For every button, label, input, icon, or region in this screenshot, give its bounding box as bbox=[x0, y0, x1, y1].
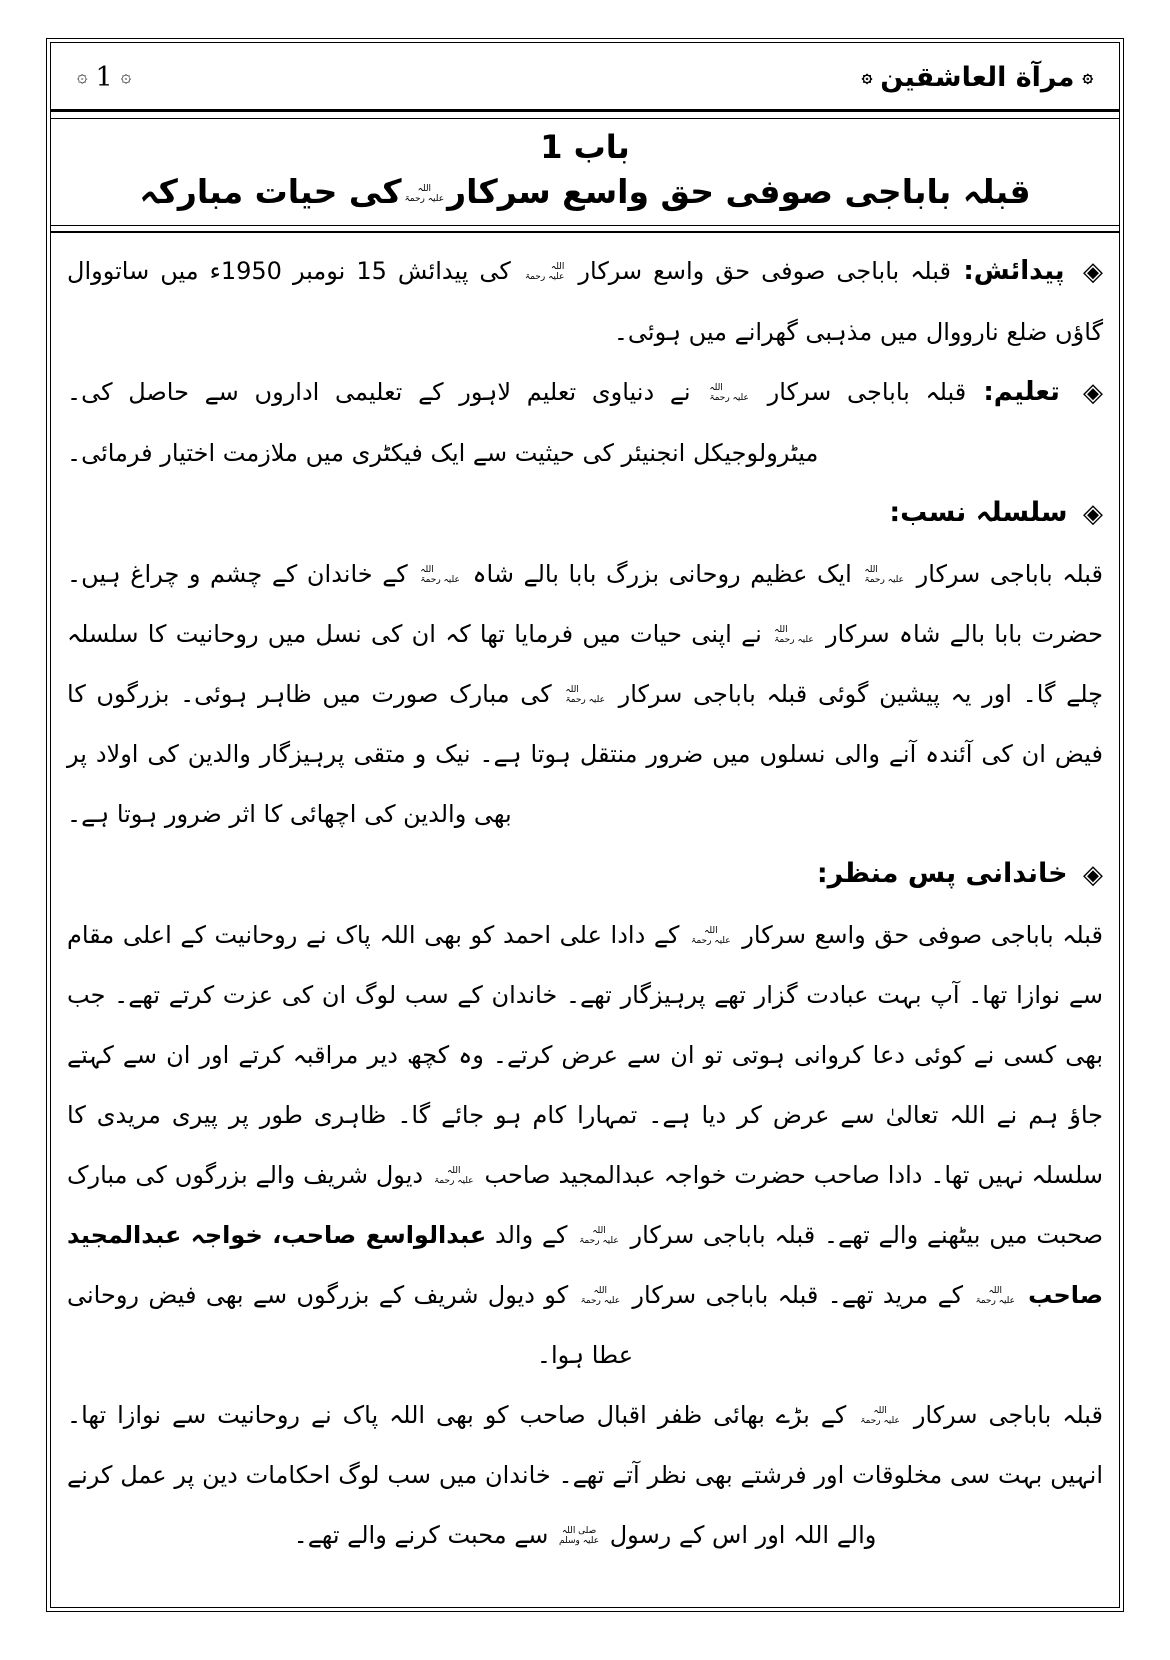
diamond-bullet-icon: ◈ bbox=[1083, 860, 1103, 890]
body-text: کی پیدائش 15 نومبر 1950ء میں ساتووال گاؤں ضلع نارووال میں مذہبی گھرانے میں ہوئی۔ bbox=[67, 257, 1103, 346]
chapter-divider bbox=[51, 225, 1119, 233]
body-text: کے دادا علی احمد کو بھی اللہ پاک نے روحانیت کے اعلی مقام سے نوازا تھا۔ آپ بہت عبادت گزار تھے پرہیزگار تھے۔ خاندان کے سب لوگ ان کی عزت کرتے تھے۔ جب بھی کسی نے کوئی دعا کروانی ہوتی تو ان سے عرض کرتے۔ وہ کچھ دیر مراقبہ کرتے اور ان سے کہتے جاؤ ہم نے اللہ تعالیٰ سے عرض کر دیا ہے۔ تمہارا کام ہو جائے گا۔ ظاہری طور پر پیری مریدی کا سلسلہ نہیں تھا۔ دادا صاحب حضرت خواجہ عبدالمجید صاحب bbox=[67, 921, 1103, 1189]
paragraph bbox=[67, 1385, 1103, 1565]
honorific-mark: اللہ علیہ رحمۃ bbox=[709, 383, 749, 403]
body-text: دیول شریف والے بزرگوں کی مبارک صحبت میں بیٹھنے والے تھے۔ قبلہ باباجی سرکار bbox=[67, 1161, 1103, 1249]
flower-ornament-icon: ۞ bbox=[1082, 66, 1093, 87]
header-divider bbox=[51, 109, 1119, 119]
bold-name: عبدالواسع صاحب، خواجہ عبدالمجید صاحب bbox=[67, 1221, 1104, 1309]
page-header bbox=[51, 43, 1119, 107]
diamond-bullet-icon: ◈ bbox=[1082, 378, 1103, 408]
body-text: سے محبت کرنے والے تھے۔ bbox=[293, 1521, 557, 1549]
diamond-bullet-icon: ◈ bbox=[1083, 499, 1103, 529]
page-body bbox=[51, 233, 1119, 1607]
honorific-mark: اللہ علیہ رحمۃ bbox=[860, 1406, 900, 1426]
body-text: کے بڑے بھائی ظفر اقبال صاحب کو بھی اللہ پاک نے روحانیت سے نوازا تھا۔ انہیں بہت سی مخلوقات اور فرشتے بھی نظر آتے تھے۔ خاندان میں سب لوگ احکامات دین پر عمل کرنے والے اللہ اور اس کے رسول bbox=[67, 1401, 1103, 1549]
paragraph bbox=[67, 905, 1103, 1385]
body-text: قبلہ باباجی سرکار bbox=[902, 1401, 1103, 1429]
honorific-mark: اللہ علیہ رحمۃ bbox=[433, 1166, 474, 1186]
paragraph bbox=[67, 544, 1103, 844]
flower-ornament-icon: ۞ bbox=[120, 66, 132, 87]
chapter-label: باب 1 bbox=[540, 128, 630, 166]
body-text: قبلہ باباجی صوفی حق واسع سرکار bbox=[567, 257, 951, 285]
paragraph bbox=[67, 241, 1103, 362]
section-heading-label: تعلیم: bbox=[966, 377, 1077, 407]
page-number: 1 bbox=[95, 61, 113, 93]
honorific-mark: اللہ علیہ رحمۃ bbox=[975, 1286, 1016, 1306]
body-text: کے خاندان کے چشم و چراغ ہیں۔ حضرت بابا بالے شاہ سرکار bbox=[67, 560, 1103, 648]
section-heading-label: خاندانی پس منظر: bbox=[816, 858, 1077, 889]
paragraph bbox=[67, 362, 1103, 483]
honorific-mark: صلی اللہ علیہ وسلم bbox=[559, 1526, 600, 1546]
honorific-mark: اللہ علیہ رحمۃ bbox=[691, 926, 731, 946]
honorific-mark: اللہ علیہ رحمۃ bbox=[864, 565, 905, 585]
body-text: کی مبارک صورت میں ظاہر ہوئی۔ بزرگوں کا فیض ان کی آئندہ آنے والی نسلوں میں ضرور منتقل ہوتا ہے۔ نیک و متقی پرہیزگار والدین کی اولاد پر بھی والدین کی اچھائی کا اثر ضرور ہوتا ہے۔ bbox=[67, 680, 1103, 828]
body-text: کے والد bbox=[486, 1221, 577, 1249]
section-heading bbox=[67, 483, 1103, 544]
body-text: کو دیول شریف کے بزرگوں سے بھی فیض روحانی عطا ہوا۔ bbox=[67, 1281, 634, 1369]
honorific-mark: اللہ علیہ رحمۃ bbox=[565, 685, 605, 705]
body-text: قبلہ باباجی سرکار bbox=[907, 560, 1103, 588]
body-text: نے دنیاوی تعلیم لاہور کے تعلیمی اداروں سے حاصل کی۔ میٹرولوجیکل انجنیئر کی حیثیت سے ایک فیکٹری میں ملازمت اختیار فرمائی۔ bbox=[67, 378, 819, 467]
honorific-mark: اللہ علیہ رحمۃ bbox=[404, 183, 445, 204]
honorific-mark: اللہ علیہ رحمۃ bbox=[524, 262, 565, 282]
flower-ornament-icon: ۞ bbox=[861, 66, 873, 87]
chapter-heading-block bbox=[51, 119, 1119, 225]
section-heading bbox=[67, 844, 1103, 905]
page-border bbox=[46, 38, 1124, 1612]
book-title: مرآة العاشقين bbox=[880, 61, 1075, 93]
chapter-title bbox=[61, 169, 1109, 215]
page-number-block bbox=[77, 62, 241, 93]
body-text: کے مرید تھے۔ قبلہ باباجی سرکار bbox=[623, 1281, 973, 1309]
section-heading-label: پیدائش: bbox=[950, 256, 1077, 286]
chapter-title-text: کی حیات مبارکہ bbox=[139, 172, 402, 211]
flower-ornament-icon: ۞ bbox=[77, 66, 88, 87]
body-text: ایک عظیم روحانی بزرگ بابا بالے شاہ bbox=[462, 560, 862, 588]
body-text: قبلہ باباجی سرکار bbox=[751, 378, 967, 406]
honorific-mark: اللہ علیہ رحمۃ bbox=[420, 565, 460, 585]
honorific-mark: اللہ علیہ رحمۃ bbox=[774, 625, 814, 645]
chapter-title-text: قبلہ باباجی صوفی حق واسع سرکار bbox=[447, 172, 1031, 211]
page-border-inner bbox=[50, 42, 1120, 1608]
honorific-mark: اللہ علیہ رحمۃ bbox=[580, 1286, 621, 1306]
honorific-mark: اللہ علیہ رحمۃ bbox=[579, 1226, 619, 1246]
book-title-block bbox=[862, 62, 1093, 93]
body-text: نے اپنی حیات میں فرمایا تھا کہ ان کی نسل میں روحانیت کا سلسلہ چلے گا۔ اور یہ پیشین گوئی قبلہ باباجی سرکار bbox=[67, 620, 1103, 708]
section-heading-label: سلسلہ نسب: bbox=[889, 497, 1077, 528]
body-text: قبلہ باباجی صوفی حق واسع سرکار bbox=[733, 921, 1103, 949]
diamond-bullet-icon: ◈ bbox=[1083, 257, 1103, 287]
